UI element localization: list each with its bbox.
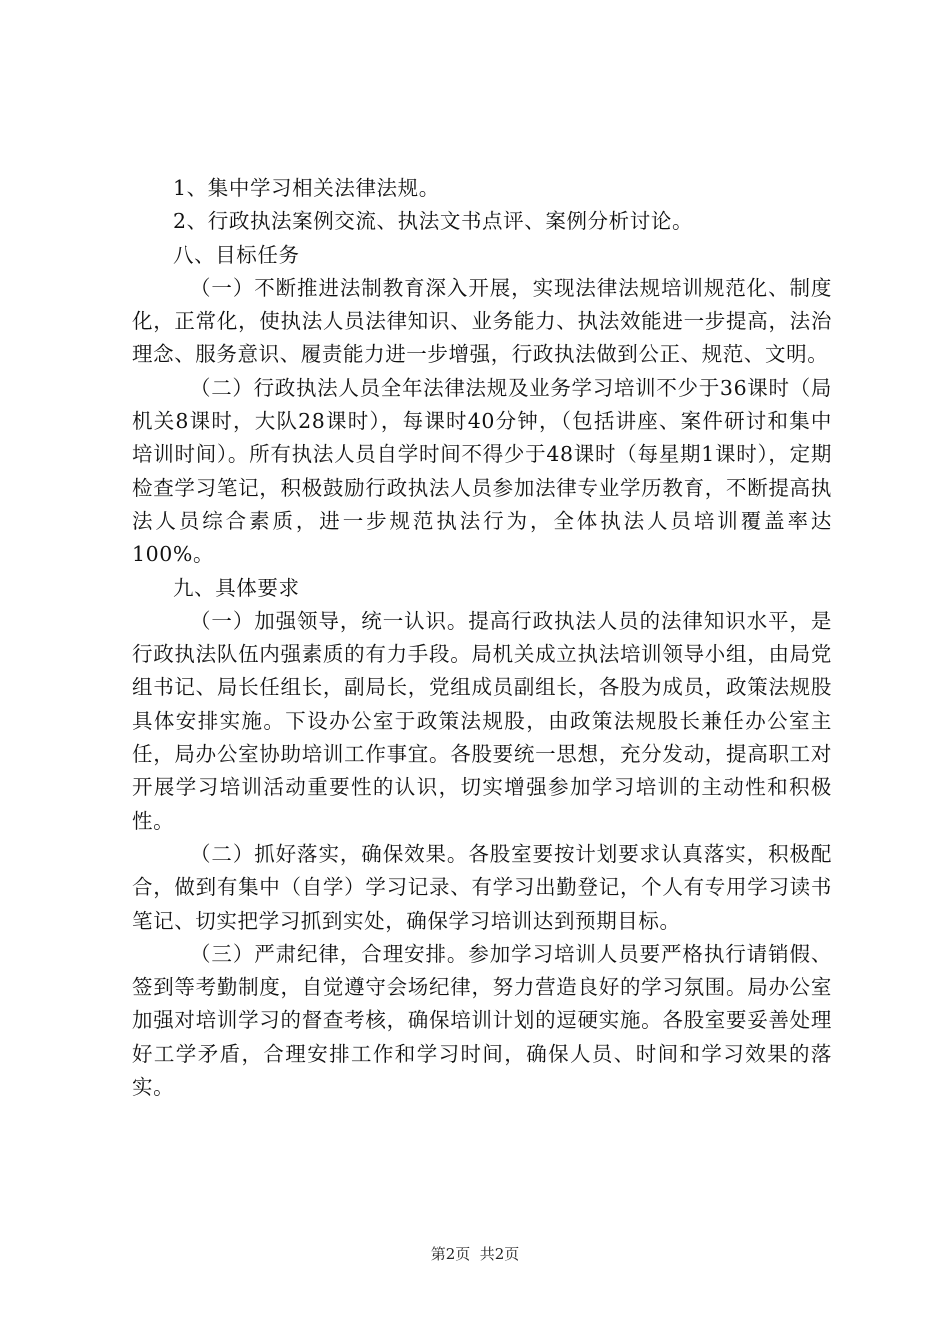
paragraph-item-2: 2、行政执法案例交流、执法文书点评、案例分析讨论。: [173, 209, 694, 234]
document-body: [132, 172, 832, 1104]
page-footer: [0, 1244, 950, 1264]
paragraph-requirement-1: （一）加强领导，统一认识。提高行政执法人员的法律知识水平，是行政执法队伍内强素质的有力手段。局机关成立执法培训领导小组，由局党组书记、局长任组长，副局长，党组成员副组长，各股为成员，政策法规股具体安排实施。下设办公室于政策法规股，由政策法规股长兼任办公室主任，局办公室协助培训工作事宜。各股要统一思想，充分发动，提高职工对开展学习培训活动重要性的认识，切实增强参加学习培训的主动性和积极性。: [132, 608, 832, 833]
section-heading-targets: 八、目标任务: [173, 242, 300, 267]
paragraph-requirement-3: （三）严肃纪律，合理安排。参加学习培训人员要严格执行请销假、签到等考勤制度，自觉遵守会场纪律，努力营造良好的学习氛围。局办公室加强对培训学习的督查考核，确保培训计划的逗硬实施。各股室要妥善处理好工学矛盾，合理安排工作和学习时间，确保人员、时间和学习效果的落实。: [132, 941, 832, 1100]
page-number-label: 第2页 共2页: [430, 1245, 520, 1263]
paragraph-requirement-2: （二）抓好落实，确保效果。各股室要按计划要求认真落实，积极配合，做到有集中（自学）学习记录、有学习出勤登记，个人有专用学习读书笔记、切实把学习抓到实处，确保学习培训达到预期目标。: [132, 841, 832, 933]
section-heading-requirements: 九、具体要求: [173, 575, 300, 600]
paragraph-target-2: （二）行政执法人员全年法律法规及业务学习培训不少于36课时（局机关8课时，大队28课时），每课时40分钟，（包括讲座、案件研讨和集中培训时间）。所有执法人员自学时间不得少于48课时（每星期1课时），定期检查学习笔记，积极鼓励行政执法人员参加法律专业学历教育，不断提高执法人员综合素质，进一步规范执法行为，全体执法人员培训覆盖率达100%。: [132, 375, 832, 567]
paragraph-item-1: 1、集中学习相关法律法规。: [173, 176, 440, 200]
paragraph-target-1: （一）不断推进法制教育深入开展，实现法律法规培训规范化、制度化，正常化，使执法人员法律知识、业务能力、执法效能进一步提高，法治理念、服务意识、履责能力进一步增强，行政执法做到公正、规范、文明。: [132, 275, 832, 367]
